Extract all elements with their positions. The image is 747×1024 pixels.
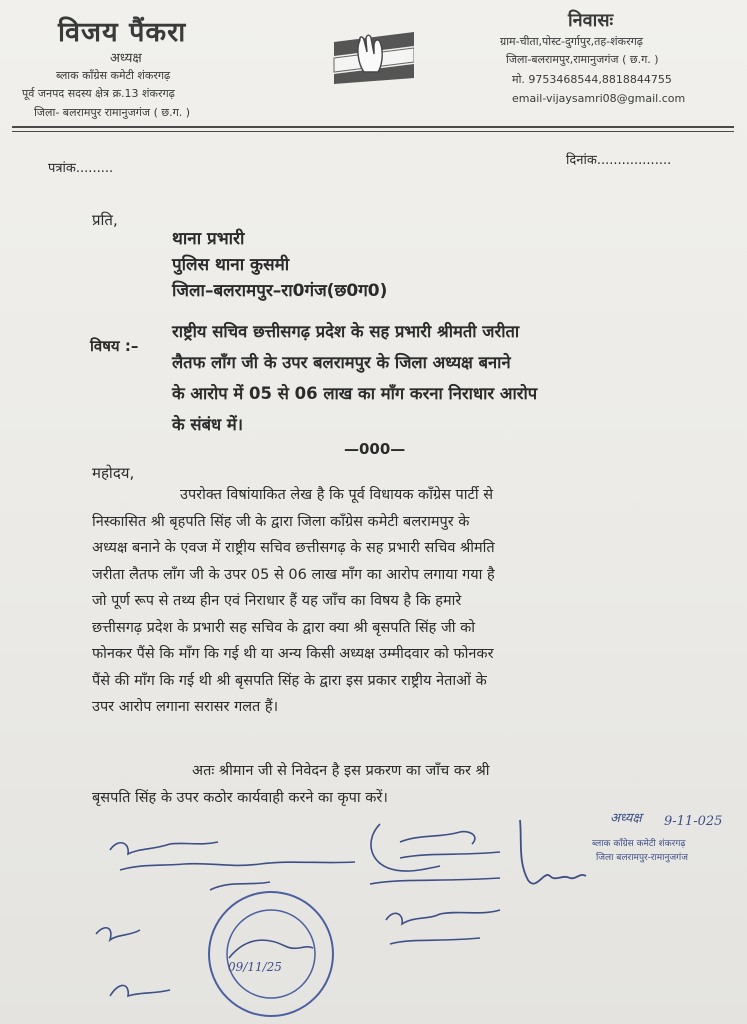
subject-line: लैतफ लॉंग जी के उपर बलरामपुर के जिला अध्यक्ष बनाने [172,353,511,372]
sender-name: विजय पैंकरा [58,17,187,48]
residence-line-2: जिला-बलरामपुर,रामानुजगंज ( छ.ग. ) [506,53,659,66]
residence-email: email-vijaysamri08@gmail.com [512,92,686,105]
body-paragraph-2 [92,758,662,811]
handwritten-signature-center [360,812,510,892]
subject-label: विषय :– [90,337,139,355]
subject-line: राष्ट्रीय सचिव छत्तीसगढ़ प्रदेश के सह प्रभारी श्रीमती जरीता [172,322,520,341]
body-line: अध्यक्ष बनाने के एवज में राष्ट्रीय सचिव छत्तीसगढ़ के सह प्रभारी सचिव श्रीमति [92,540,495,556]
sender-role: अध्यक्ष [110,51,142,66]
ref-number: पत्रांक......... [48,161,114,176]
body-line: पैंसे की माँग कि गई थी श्री बृसपति सिंह के द्वारा इस प्रकार राष्ट्रीय नेताओं के [92,672,487,689]
body-paragraph-1 [92,482,662,721]
office-stamp-line-2: जिला बलरामपुर-रामानुजगंज [596,853,688,863]
separator: —000— [344,440,406,458]
office-seal-icon [205,888,337,1020]
body-line: फोनकर पैंसे कि माँग कि गई थी या अन्य किसी अध्यक्ष उम्मीदवार को फोनकर [92,646,494,662]
body-line: जो पूर्ण रूप से तथ्य हीन एवं निराधार हैं यह जॉंच का विषय है कि हमारे [92,593,462,609]
handwritten-signature-right [500,810,590,900]
date-label: दिनांक.................. [566,153,672,168]
sender-line-1: ब्लाक कॉंग्रेस कमेटी शंकरगढ़ [56,69,171,82]
closing-role: अध्यक्ष [610,811,642,826]
office-stamp-line-1: ब्लाक कॉंग्रेस कमेटी शंकरगढ़ [592,839,686,849]
sender-line-3: जिला- बलरामपुर रामानुजगंज ( छ.ग. ) [34,106,191,119]
body-line: जरीता लैतफ लॉंग जी के उपर 05 से 06 लाख माँग का आरोप लगाया गया है [92,566,495,583]
header-rule-bottom [12,131,734,132]
residence-title: निवासः [568,10,614,31]
residence-line-1: ग्राम-चीता,पोस्ट-दुर्गापुर,तह-शंकरगढ़ [500,35,643,48]
handwritten-date: 9-11-025 [664,814,723,829]
header-rule-top [12,126,734,128]
salutation: महोदय, [92,464,135,482]
body-line: निस्कासित श्री बृहपति सिंह जी के द्वारा जिला कॉंग्रेस कमेटी बलरामपुर के [92,513,470,530]
recipient-line-1: थाना प्रभारी [172,229,245,249]
recipient-line-3: जिला–बलरामपुर–रा0गंज(छ0ग0) [172,281,388,301]
body-line: छत्तीसगढ़ प्रदेश के प्रभारी सह सचिव के द्वारा क्या श्री बृसपति सिंह जी को [92,619,476,636]
seal-date: 09/11/25 [228,960,282,974]
body-line: अतः श्रीमान जी से निवेदन है इस प्रकरण का जॉंच कर श्री [192,763,490,779]
residence-phone: मो. 9753468544,8818844755 [512,73,672,86]
body-line: बृसपति सिंह के उपर कठोर कार्यवाही करने का कृपा करें। [92,789,388,806]
body-line: उपर आरोप लगाना सरासर गलत हैं। [92,699,279,715]
congress-logo-icon [330,28,414,84]
handwritten-signature-bottom-center [380,896,520,956]
sender-line-2: पूर्व जनपद सदस्य क्षेत्र क्र.13 शंकरगढ़ [22,87,175,100]
subject-line: के आरोप में 05 से 06 लाख का माँग करना निराधार आरोप [172,384,538,403]
handwritten-signature-bottom-left [90,900,210,1010]
subject-text [172,316,664,440]
recipient-line-2: पुलिस थाना कुसमी [172,255,290,275]
to-label: प्रति, [92,211,118,229]
body-line: उपरोक्त विषांयाकित लेख है कि पूर्व विधायक कॉंग्रेस पार्टी से [180,487,494,503]
subject-line: के संबंध में। [172,415,244,434]
